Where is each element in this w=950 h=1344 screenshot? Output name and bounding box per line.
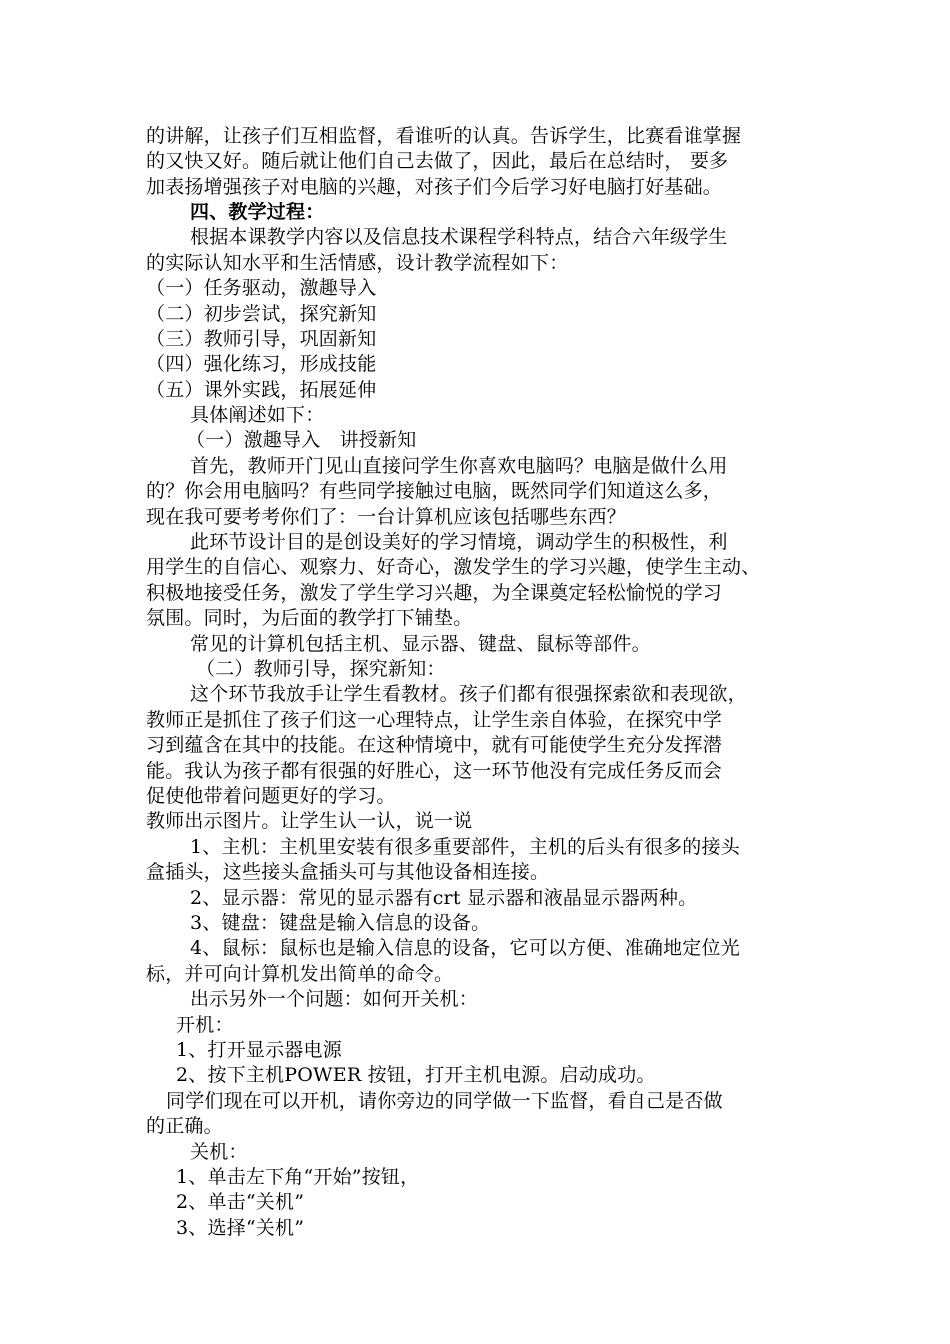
text-line: 首先，教师开门见山直接问学生你喜欢电脑吗？电脑是做什么用 xyxy=(190,455,728,477)
subsection-heading: （二）教师引导，探究新知： xyxy=(196,658,446,680)
text-line: 标，并可向计算机发出简单的命令。 xyxy=(146,963,454,985)
text-line: 开机： xyxy=(176,1014,234,1036)
text-line: 关机： xyxy=(190,1141,248,1163)
text-line: 此环节设计目的是创设美好的学习情境，调动学生的积极性，利 xyxy=(190,531,728,553)
text-line: 的又快又好。随后就让他们自己去做了，因此，最后在总结时， 要多 xyxy=(146,150,729,172)
list-item: 2、单击“关机” xyxy=(176,1191,305,1213)
text-line: 常见的计算机包括主机、显示器、键盘、鼠标等部件。 xyxy=(190,633,651,655)
text-line: 3、键盘：键盘是输入信息的设备。 xyxy=(190,912,491,934)
text-line: 用学生的自信心、观察力、好奇心，激发学生的学习兴趣，使学生主动、 xyxy=(146,556,761,578)
text-line: 的实际认知水平和生活情感，设计教学流程如下： xyxy=(146,252,569,274)
text-line: 盒插头，这些接头盒插头可与其他设备相连接。 xyxy=(146,861,550,883)
text-line: 教师出示图片。让学生认一认，说一说 xyxy=(146,810,473,832)
list-item: 3、选择“关机” xyxy=(176,1217,305,1239)
text-line: 的讲解，让孩子们互相监督，看谁听的认真。告诉学生，比赛看谁掌握 xyxy=(146,125,742,147)
list-item: 2、按下主机POWER 按钮，打开主机电源。启动成功。 xyxy=(176,1064,656,1086)
list-item: 1、打开显示器电源 xyxy=(176,1039,342,1061)
text-line: 1、主机：主机里安装有很多重要部件，主机的后头有很多的接头 xyxy=(190,836,740,858)
text-line: 这个环节我放手让学生看教材。孩子们都有很强探索欲和表现欲， xyxy=(190,683,747,705)
text-line: 教师正是抓住了孩子们这一心理特点，让学生亲自体验，在探究中学 xyxy=(146,709,723,731)
text-line: 习到蕴含在其中的技能。在这种情境中，就有可能使学生充分发挥潜 xyxy=(146,734,723,756)
subsection-heading: （一）激趣导入 讲授新知 xyxy=(186,429,417,451)
text-line: 同学们现在可以开机，请你旁边的同学做一下监督，看自己是否做 xyxy=(166,1090,723,1112)
text-line: 的？你会用电脑吗？有些同学接触过电脑，既然同学们知道这么多， xyxy=(146,480,723,502)
text-line: 根据本课教学内容以及信息技术课程学科特点，结合六年级学生 xyxy=(190,226,728,248)
text-line: 现在我可要考考你们了：一台计算机应该包括哪些东西？ xyxy=(146,506,627,528)
text-line: 氛围。同时，为后面的教学打下铺垫。 xyxy=(146,607,473,629)
list-item: （二）初步尝试，探究新知 xyxy=(146,303,377,325)
text-line: 2、显示器：常见的显示器有crt 显示器和液晶显示器两种。 xyxy=(190,887,698,909)
text-line: 出示另外一个问题：如何开关机： xyxy=(190,988,479,1010)
text-line: 促使他带着问题更好的学习。 xyxy=(146,785,396,807)
text-line: 具体阐述如下： xyxy=(190,404,325,426)
text-line: 能。我认为孩子都有很强的好胜心，这一环节他没有完成任务反而会 xyxy=(146,760,723,782)
text-line: 的正确。 xyxy=(146,1115,223,1137)
list-item: （五）课外实践，拓展延伸 xyxy=(146,379,377,401)
list-item: （一）任务驱动，激趣导入 xyxy=(146,277,377,299)
text-line: 4、鼠标：鼠标也是输入信息的设备，它可以方便、准确地定位光 xyxy=(190,937,740,959)
section-heading: 四、教学过程： xyxy=(190,201,325,223)
list-item: （三）教师引导，巩固新知 xyxy=(146,328,377,350)
text-line: 积极地接受任务，激发了学生学习兴趣，为全课奠定轻松愉悦的学习 xyxy=(146,582,723,604)
list-item: 1、单击左下角“开始”按钮， xyxy=(176,1166,420,1188)
list-item: （四）强化练习，形成技能 xyxy=(146,353,377,375)
text-line: 加表扬增强孩子对电脑的兴趣，对孩子们今后学习好电脑打好基础。 xyxy=(146,176,723,198)
